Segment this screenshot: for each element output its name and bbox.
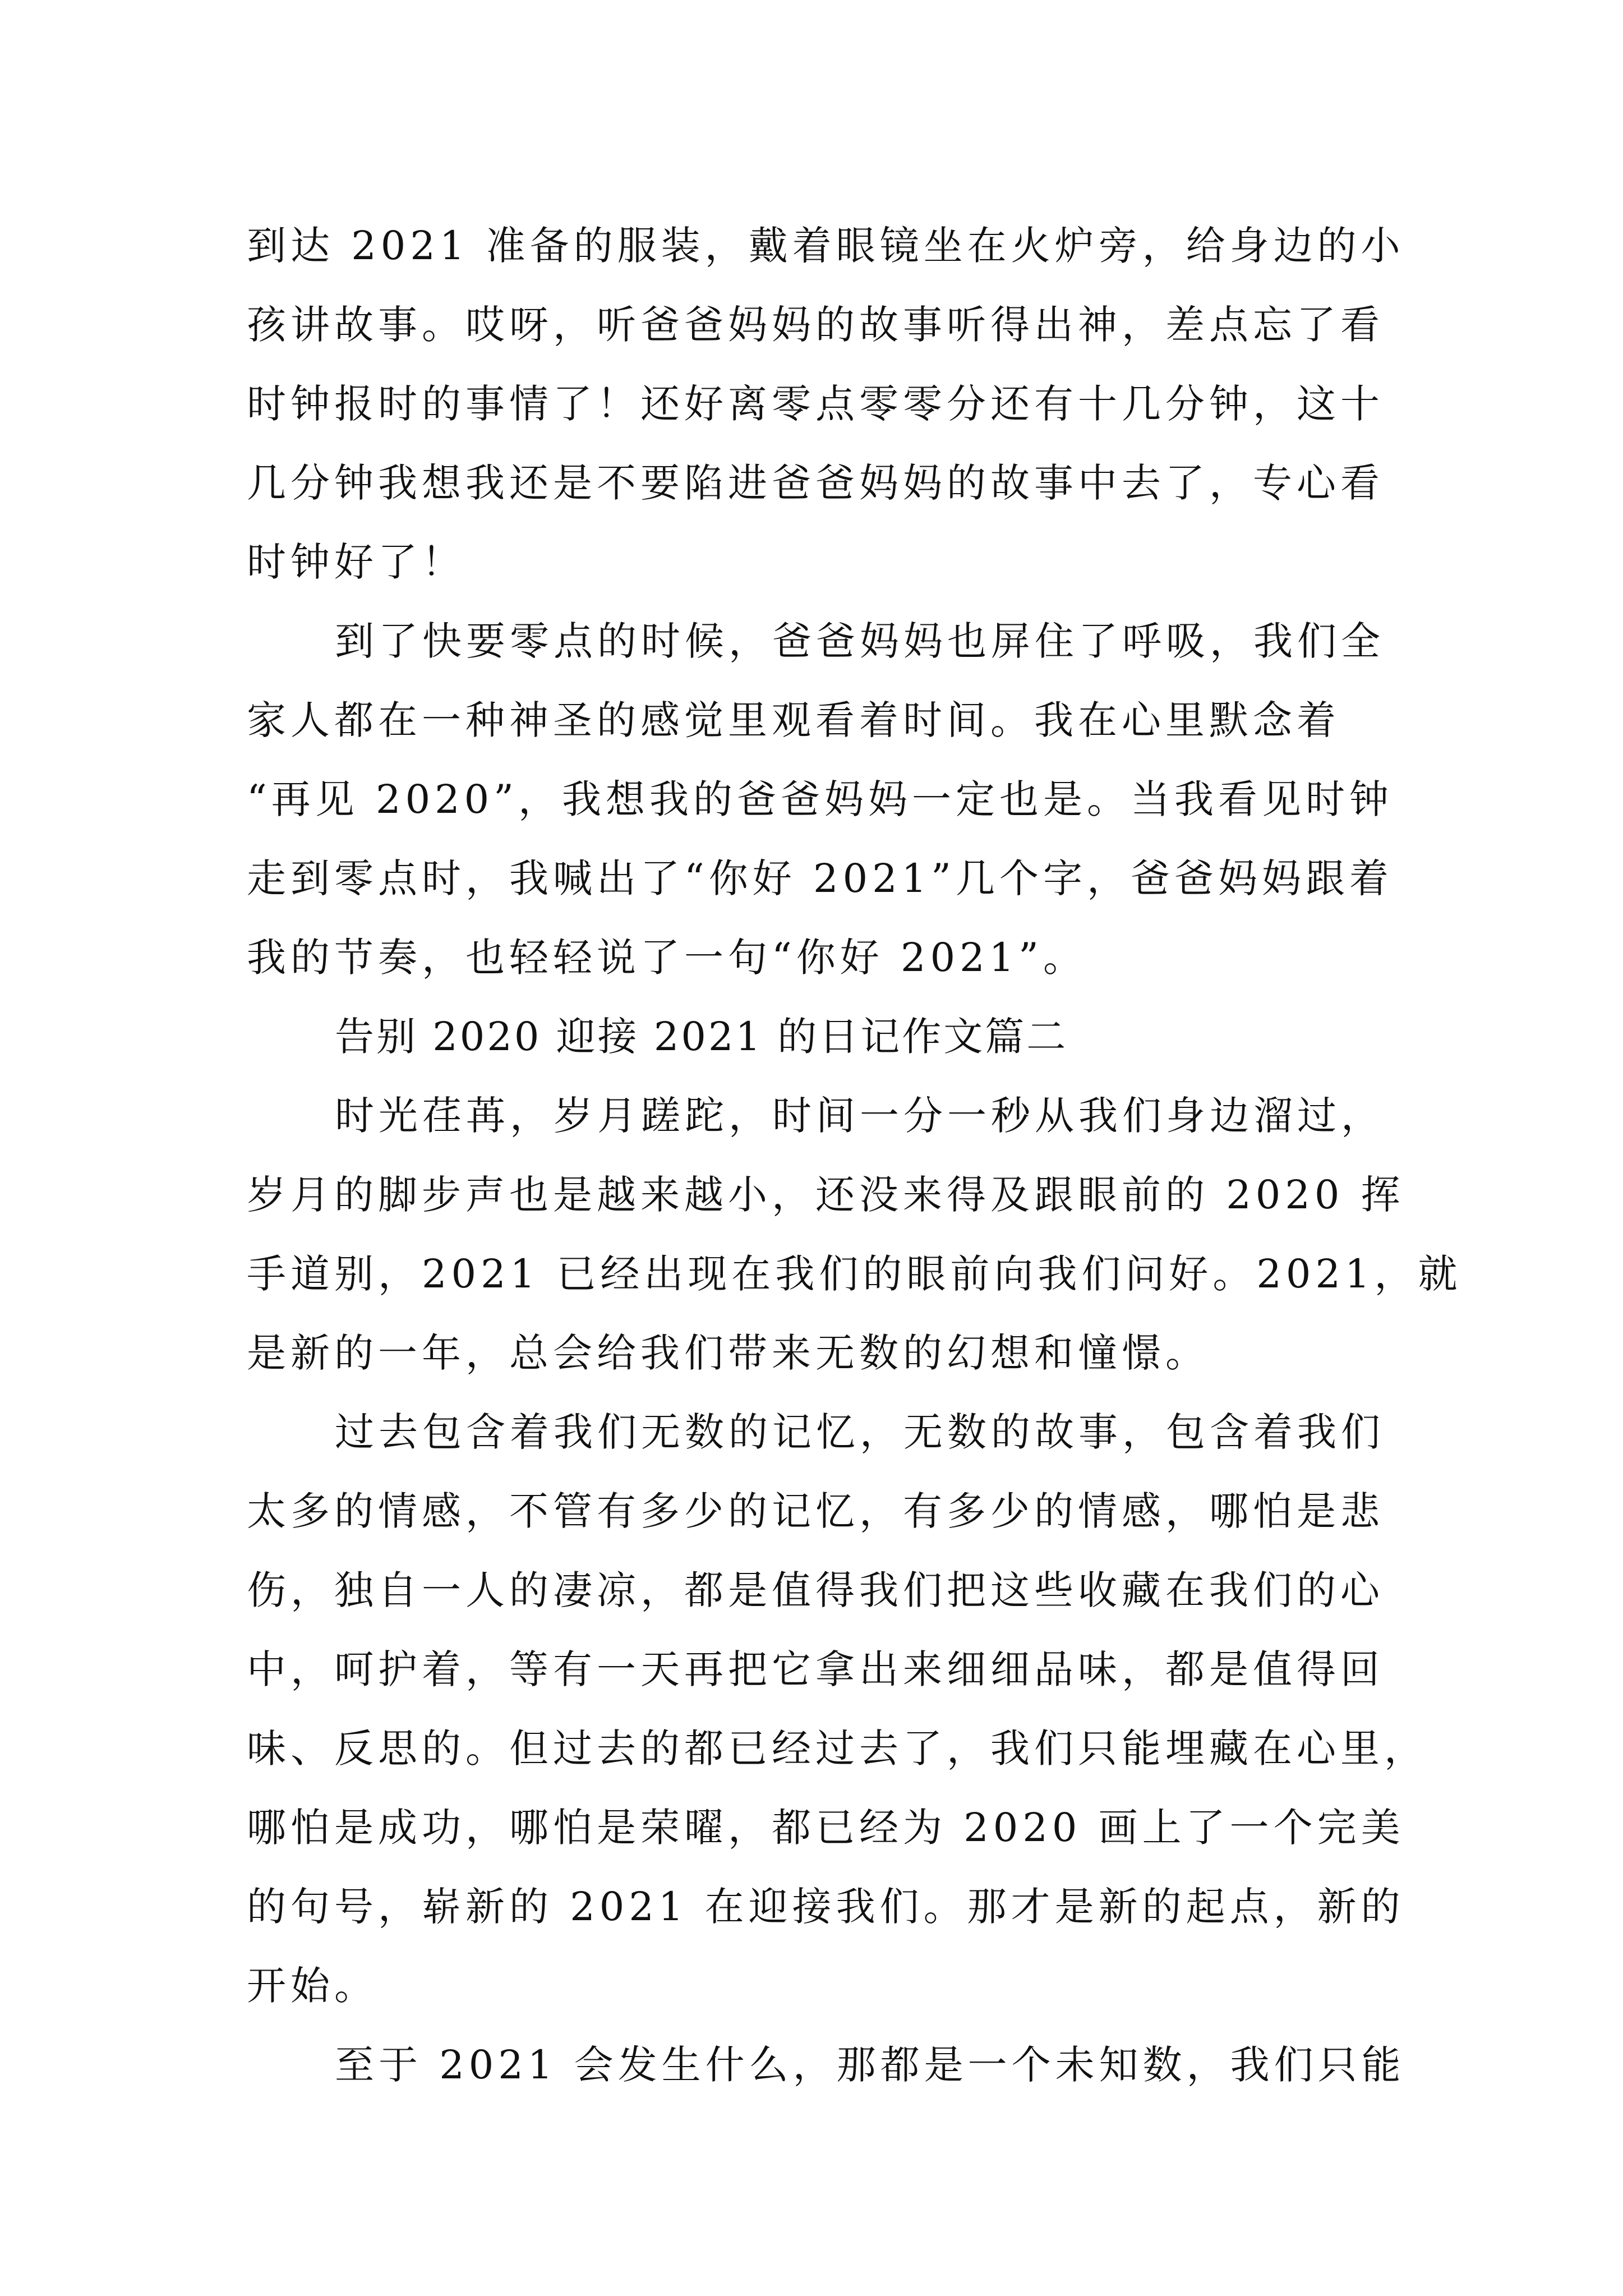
text-line: 太多的情感，不管有多少的记忆，有多少的情感，哪怕是悲 [247,1488,1384,1534]
text-line: 走到零点时，我喊出了“你好 2021”几个字，爸爸妈妈跟着 [247,855,1393,901]
text-line: “再见 2020”，我想我的爸爸妈妈一定也是。当我看见时钟 [247,776,1393,822]
document-body [247,206,1462,2105]
paragraph-first-line: 过去包含着我们无数的记忆，无数的故事，包含着我们 [335,1409,1385,1455]
text-line: 味、反思的。但过去的都已经过去了，我们只能埋藏在心里， [247,1726,1428,1772]
text-line: 开始。 [247,1963,378,2009]
text-line: 伤，独自一人的凄凉，都是值得我们把这些收藏在我们的心 [247,1567,1384,1613]
text-line: 中，呵护着，等有一天再把它拿出来细细品味，都是值得回 [247,1646,1384,1692]
paragraph-first-line: 时光荏苒，岁月蹉跎，时间一分一秒从我们身边溜过， [335,1093,1385,1139]
text-line: 到达 2021 准备的服装，戴着眼镜坐在火炉旁，给身边的小 [247,223,1405,269]
text-line: 时钟好了！ [247,539,465,585]
text-line: 手道别，2021 已经出现在我们的眼前向我们问好。2021，就 [247,1251,1462,1297]
text-line: 的句号，崭新的 2021 在迎接我们。那才是新的起点，新的 [247,1884,1405,1930]
paragraph-first-line: 至于 2021 会发生什么，那都是一个未知数，我们只能 [335,2042,1405,2088]
text-line: 岁月的脚步声也是越来越小，还没来得及跟眼前的 2020 挥 [247,1172,1405,1218]
text-line: 我的节奏，也轻轻说了一句“你好 2021”。 [247,935,1087,981]
text-line: 哪怕是成功，哪怕是荣曜，都已经为 2020 画上了一个完美 [247,1805,1405,1851]
text-line: 家人都在一种神圣的感觉里观看着时间。我在心里默念着 [247,697,1340,743]
text-line: 孩讲故事。哎呀，听爸爸妈妈的故事听得出神，差点忘了看 [247,302,1384,348]
section-heading: 告别 2020 迎接 2021 的日记作文篇二 [335,1014,1068,1060]
text-line: 是新的一年，总会给我们带来无数的幻想和憧憬。 [247,1330,1209,1376]
text-line: 时钟报时的事情了！还好离零点零零分还有十几分钟，这十 [247,381,1384,427]
text-line: 几分钟我想我还是不要陷进爸爸妈妈的故事中去了，专心看 [247,460,1384,506]
paragraph-first-line: 到了快要零点的时候，爸爸妈妈也屏住了呼吸，我们全 [335,618,1385,664]
